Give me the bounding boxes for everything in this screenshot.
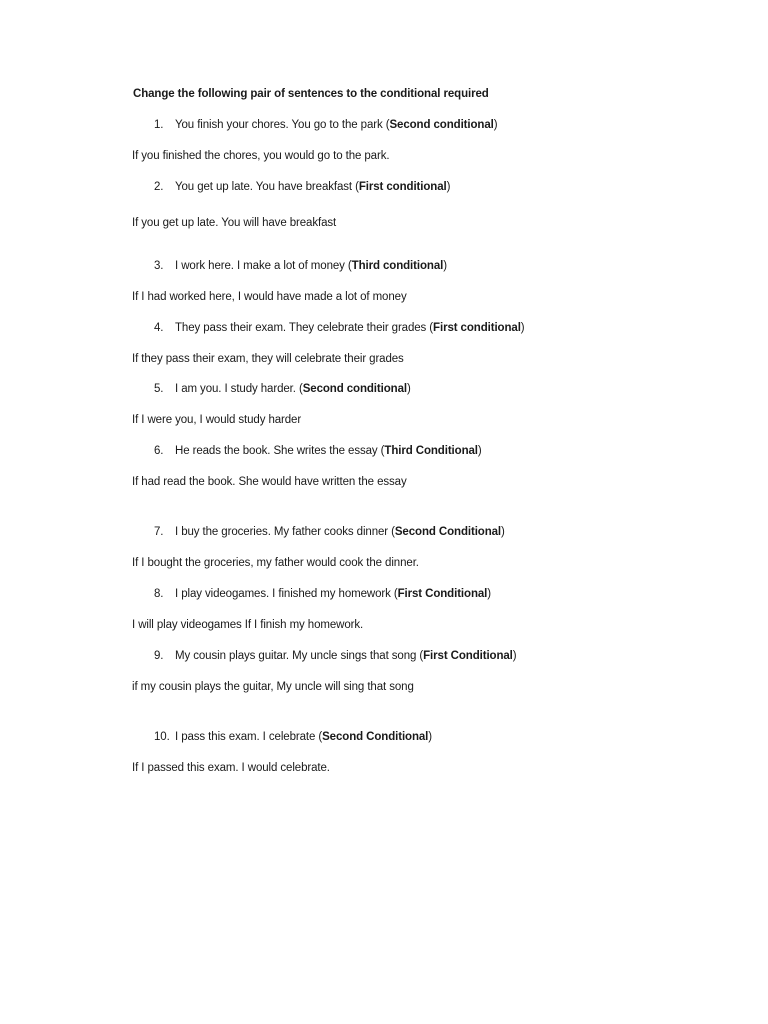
question-8 xyxy=(154,587,491,601)
question-number: 9. xyxy=(154,650,164,662)
question-close: ) xyxy=(501,526,505,538)
question-close: ) xyxy=(520,322,525,334)
answer-5: If I were you, I would study harder xyxy=(132,414,302,426)
question-6 xyxy=(154,444,482,458)
question-prompt: My cousin plays guitar. My uncle sings that song ( xyxy=(175,650,424,662)
question-close: ) xyxy=(446,181,451,193)
answer-9: if my cousin plays the guitar, My uncle will sing that song xyxy=(132,681,414,693)
answer-10: If I passed this exam. I would celebrate. xyxy=(132,762,330,774)
conditional-type: Second Conditional xyxy=(322,731,429,743)
question-close: ) xyxy=(428,731,433,743)
conditional-type: First conditional xyxy=(358,181,447,193)
question-close: ) xyxy=(487,588,491,600)
answer-8: I will play videogames If I finish my homework. xyxy=(132,619,364,631)
question-9 xyxy=(154,649,517,663)
question-10 xyxy=(154,730,432,744)
conditional-type: Second conditional xyxy=(302,383,407,395)
question-close: ) xyxy=(512,650,517,662)
answer-6: If had read the book. She would have written the essay xyxy=(132,476,407,488)
conditional-type: First conditional xyxy=(433,322,521,334)
question-prompt: I buy the groceries. My father cooks dinner ( xyxy=(175,526,395,538)
question-number: 2. xyxy=(154,181,164,193)
conditional-type: First Conditional xyxy=(397,588,488,600)
question-close: ) xyxy=(493,119,498,131)
answer-7: If I bought the groceries, my father would cook the dinner. xyxy=(132,557,419,569)
question-prompt: He reads the book. She writes the essay ( xyxy=(175,445,385,457)
conditional-type: First Conditional xyxy=(423,650,513,662)
question-close: ) xyxy=(406,383,411,395)
question-number: 5. xyxy=(154,383,164,395)
question-prompt: I work here. I make a lot of money ( xyxy=(175,260,352,272)
conditional-type: Second conditional xyxy=(389,119,494,131)
page-heading: Change the following pair of sentences to the conditional required xyxy=(133,88,489,100)
question-prompt: You finish your chores. You go to the park ( xyxy=(175,119,390,131)
question-4 xyxy=(154,321,525,335)
question-2 xyxy=(154,180,450,194)
conditional-type: Third conditional xyxy=(351,260,444,272)
conditional-type: Second Conditional xyxy=(394,526,502,538)
question-number: 3. xyxy=(154,260,164,272)
question-prompt: I pass this exam. I celebrate ( xyxy=(175,731,323,743)
question-close: ) xyxy=(443,260,447,272)
question-number: 10. xyxy=(154,731,170,743)
question-prompt: I am you. I study harder. ( xyxy=(175,383,303,395)
question-number: 8. xyxy=(154,588,164,600)
question-number: 4. xyxy=(154,322,164,334)
question-7 xyxy=(154,525,505,539)
question-number: 6. xyxy=(154,445,164,457)
question-prompt: You get up late. You have breakfast ( xyxy=(175,181,359,193)
question-number: 7. xyxy=(154,526,164,538)
question-3 xyxy=(154,259,447,273)
answer-1: If you finished the chores, you would go to the park. xyxy=(132,150,390,162)
answer-2: If you get up late. You will have breakfast xyxy=(132,217,337,229)
answer-3: If I had worked here, I would have made a lot of money xyxy=(132,291,407,303)
conditional-type: Third Conditional xyxy=(384,445,478,457)
question-prompt: They pass their exam. They celebrate their grades ( xyxy=(175,322,434,334)
answer-4: If they pass their exam, they will celebrate their grades xyxy=(132,353,404,365)
question-close: ) xyxy=(477,445,482,457)
question-number: 1. xyxy=(154,119,164,131)
question-prompt: I play videogames. I finished my homework ( xyxy=(175,588,398,600)
question-5 xyxy=(154,382,411,396)
question-1 xyxy=(154,118,497,132)
